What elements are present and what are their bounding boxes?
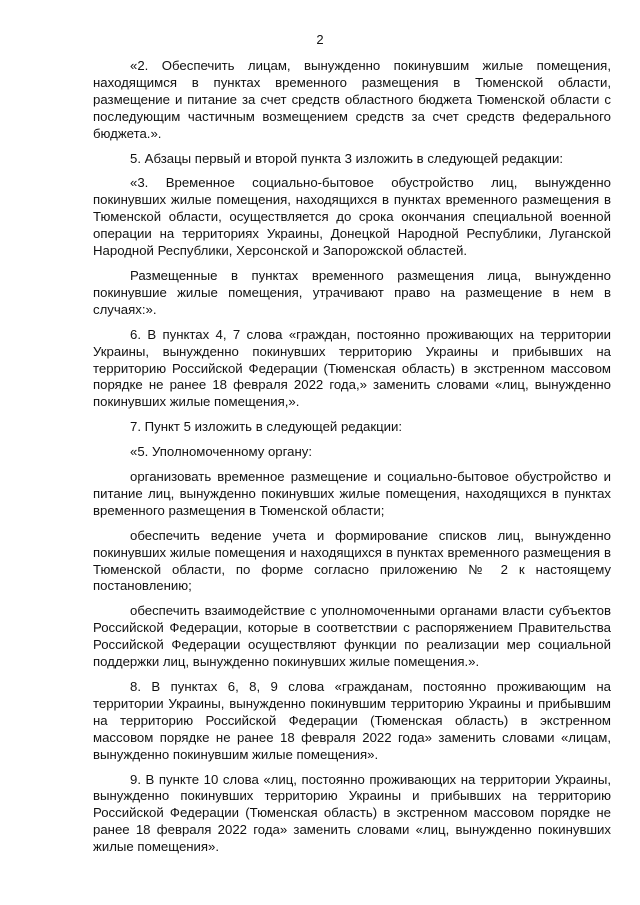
- paragraph-item-5-quote: «5. Уполномоченному органу:: [130, 444, 313, 460]
- document-body: [93, 58, 611, 864]
- paragraph-amendment-8: 8. В пунктах 6, 8, 9 слова «гражданам, постоянно проживающим на территории Украины, вынужденно покинувшим территорию Украины и прибывшим на территорию Российской Федерации (Тюменская область) в экстренном массовом порядке не ранее 18 февраля 2022 года» заменить словами «лицам, вынужденно покинувшим жилые помещения».: [93, 679, 611, 762]
- paragraph-item-2-quote: «2. Обеспечить лицам, вынужденно покинувшим жилые помещения, находящимся в пунктах временного размещения в Тюменской области, размещение и питание за счет средств областного бюджета Тюменской области с последующим частичным возмещением средств за счет средств федерального бюджета.».: [93, 58, 611, 141]
- paragraph-item-3-second: Размещенные в пунктах временного размещения лица, вынужденно покинувшие жилые помещения, утрачивают право на размещение в нем в случаях:».: [93, 267, 611, 317]
- paragraph-amendment-7: 7. Пункт 5 изложить в следующей редакции:: [130, 419, 403, 435]
- paragraph-amendment-5: 5. Абзацы первый и второй пункта 3 изложить в следующей редакции:: [130, 150, 564, 166]
- paragraph-item-5-records: обеспечить ведение учета и формирование списков лиц, вынужденно покинувших жилые помещения и находящихся в пунктах временного размещения в Тюменской области, по форме согласно приложению № 2 к настоящему постановлению;: [93, 527, 611, 594]
- paragraph-amendment-6: 6. В пунктах 4, 7 слова «граждан, постоянно проживающих на территории Украины, вынужденно покинувших территорию Украины и прибывших на территорию Российской Федерации (Тюменская область) в экстренном массовом порядке не ранее 18 февраля 2022 года,» заменить словами «лиц, вынужденно покинувших жилые помещения,».: [93, 326, 611, 410]
- paragraph-item-5-organize: организовать временное размещение и социально-бытовое обустройство и питание лиц, вынужденно покинувших жилые помещения, находящихся в пунктах временного размещения в Тюменской области;: [93, 469, 611, 518]
- page-number: 2: [316, 32, 324, 47]
- paragraph-item-5-interaction: обеспечить взаимодействие с уполномоченными органами власти субъектов Российской Федерации, которые в соответствии с распоряжением Правительства Российской Федерации осуществляют функции по реализации мер социальной поддержки лиц, вынужденно покинувших жилые помещения.».: [93, 603, 611, 670]
- paragraph-amendment-9: 9. В пункте 10 слова «лиц, постоянно проживающих на территории Украины, вынужденно покинувших территорию Украины и прибывших на территорию Российской Федерации (Тюменская область) в экстренном массовом порядке не ранее 18 февраля 2022 года» заменить словами «лиц, вынужденно покинувших жилые помещения».: [93, 771, 611, 855]
- paragraph-item-3-quote: «3. Временное социально-бытовое обустройство лиц, вынужденно покинувших жилые помещения, находящихся в пунктах временного размещения в Тюменской области, осуществляется до срока окончания специальной военной операции на территориях Украины, Донецкой Народной Республики, Луганской Народной Республики, Херсонской и Запорожской областей.: [93, 175, 611, 259]
